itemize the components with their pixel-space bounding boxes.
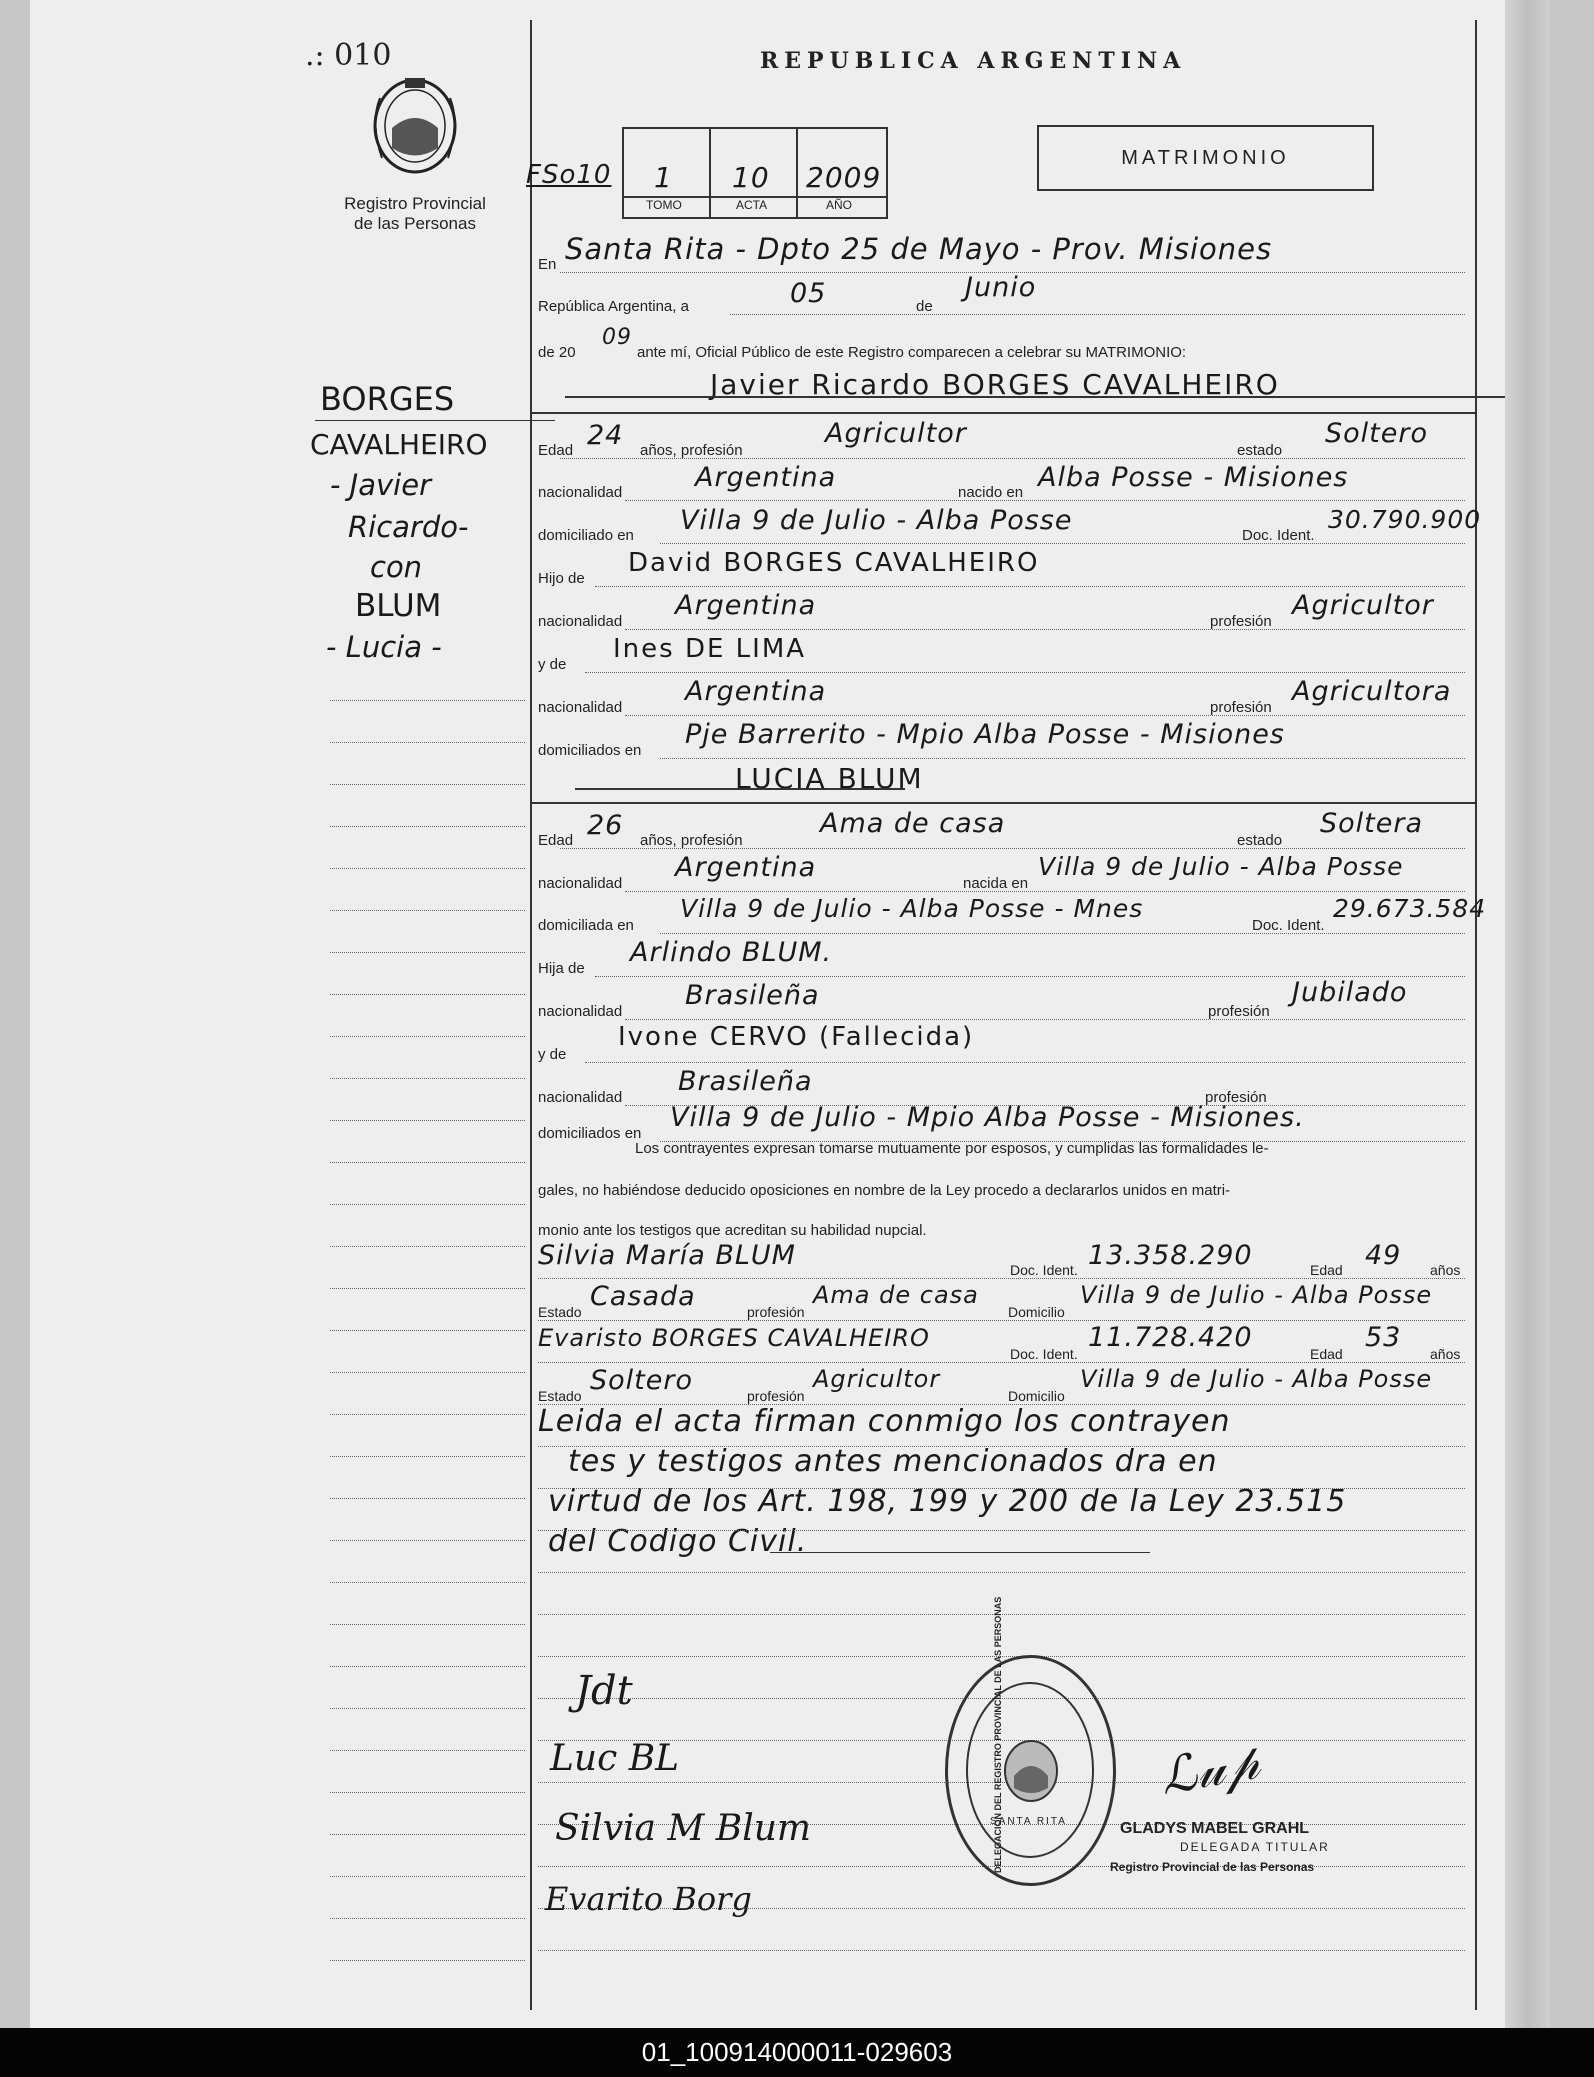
groom-domiciliados-label: domiciliados en <box>538 742 642 759</box>
witness-2-profession: Agricultor <box>813 1365 941 1393</box>
tomo-value: 1 <box>654 161 673 194</box>
stamp-center-text: SANTA RITA <box>990 1816 1067 1827</box>
witness-1-estado: Casada <box>590 1281 696 1312</box>
anio-value: 2009 <box>806 161 882 194</box>
groom-yde-label: y de <box>538 656 567 673</box>
bride-father: Arlindo BLUM. <box>630 937 833 968</box>
witness-2-domicile: Villa 9 de Julio - Alba Posse <box>1080 1365 1433 1393</box>
registry-name <box>315 194 515 234</box>
groom-mother-profesion-label: profesión <box>1210 699 1272 716</box>
declaration-line-1: Los contrayentes expresan tomarse mutuamente por esposos, y cumplidas las formalidades le- <box>635 1140 1269 1157</box>
bride-nacida-label: nacida en <box>963 875 1029 892</box>
witness-2-estado-label: Estado <box>538 1388 582 1404</box>
declaration-line-2: gales, no habiéndose deducido oposiciones en nombre de la Ley procedo a declararlos unidos en matri- <box>538 1182 1231 1199</box>
groom-anos-profesion-label: años, profesión <box>640 442 743 459</box>
stamp-emblem-icon <box>996 1736 1066 1806</box>
day-value: 05 <box>790 278 827 309</box>
margin-note-line: - Javier <box>330 468 431 502</box>
registry-stamp <box>945 1596 1116 1886</box>
bride-domiciliados-label: domiciliados en <box>538 1125 642 1142</box>
bride-edad-label: Edad <box>538 832 574 849</box>
witness-2-profesion-label: profesión <box>747 1388 805 1404</box>
bride-nationality: Argentina <box>675 852 817 883</box>
closing-line-2: tes y testigos antes mencionados dra en <box>568 1444 1218 1479</box>
groom-father: David BORGES CAVALHEIRO <box>628 548 1040 578</box>
groom-domicile: Villa 9 de Julio - Alba Posse <box>680 505 1073 536</box>
office-code: FSo10 <box>526 160 612 190</box>
closing-line-3: virtud de los Art. 198, 199 y 200 de la Ley 23.515 <box>548 1484 1347 1519</box>
page-number: .: 010 <box>305 38 392 73</box>
bride-mother-nationality: Brasileña <box>678 1066 813 1097</box>
bride-estado-label: estado <box>1237 832 1283 849</box>
signature-bride: Luc BL <box>550 1738 680 1779</box>
witness-1-profession: Ama de casa <box>813 1281 979 1309</box>
groom-nacionalidad-label: nacionalidad <box>538 484 623 501</box>
acta-value: 10 <box>732 161 770 194</box>
witness-1-edad-label: Edad <box>1310 1262 1343 1278</box>
witness-2-age: 53 <box>1365 1322 1402 1353</box>
republica-label: República Argentina, a <box>538 298 689 315</box>
witness-1-age: 49 <box>1365 1240 1402 1271</box>
officer-registry: Registro Provincial de las Personas <box>1110 1860 1315 1874</box>
registry-name-line2: de las Personas <box>354 214 476 233</box>
groom-estado-label: estado <box>1237 442 1283 459</box>
officer-title: DELEGADA TITULAR <box>1180 1840 1330 1854</box>
groom-mother: Ines DE LIMA <box>613 634 807 664</box>
bride-father-nationality: Brasileña <box>685 980 820 1011</box>
witness-2-doc: 11.728.420 <box>1088 1322 1253 1353</box>
bride-doc: 29.673.584 <box>1333 894 1487 923</box>
witness-2-doc-label: Doc. Ident. <box>1010 1346 1078 1362</box>
groom-father-profesion-label: profesión <box>1210 613 1272 630</box>
bride-mother-profesion-label: profesión <box>1205 1089 1267 1106</box>
bride-anos-profesion-label: años, profesión <box>640 832 743 849</box>
de-label: de <box>916 298 933 315</box>
groom-doc-label: Doc. Ident. <box>1242 527 1315 544</box>
bride-doc-label: Doc. Ident. <box>1252 917 1325 934</box>
bride-yde-label: y de <box>538 1046 567 1063</box>
footer-file-id: 01_100914000011-029603 <box>0 2028 1594 2077</box>
groom-mother-profession: Agricultora <box>1292 676 1452 707</box>
witness-1-profesion-label: profesión <box>747 1304 805 1320</box>
right-border-line <box>1475 20 1477 2010</box>
bride-birthplace: Villa 9 de Julio - Alba Posse <box>1038 852 1404 881</box>
officer-name: GLADYS MABEL GRAHL <box>1120 1820 1310 1837</box>
margin-note-line: BORGES <box>320 380 455 418</box>
document-type-label: MATRIMONIO <box>1121 147 1290 169</box>
witness-1-domicilio-label: Domicilio <box>1008 1304 1065 1320</box>
declaration-line-3: monio ante los testigos que acreditan su habilidad nupcial. <box>538 1222 927 1239</box>
signature-witness-2: Evarito Borg <box>545 1880 752 1918</box>
bride-hija-label: Hija de <box>538 960 585 977</box>
margin-note-line: Ricardo- <box>348 510 469 544</box>
witness-2-anos-label: años <box>1430 1346 1461 1362</box>
groom-father-nationality: Argentina <box>675 590 817 621</box>
witness-1-estado-label: Estado <box>538 1304 582 1320</box>
signature-groom: Jdt <box>575 1668 633 1714</box>
bride-profession: Ama de casa <box>820 808 1006 839</box>
bride-father-profession: Jubilado <box>1292 977 1408 1008</box>
bride-father-nacionalidad-label: nacionalidad <box>538 1003 623 1020</box>
document-page <box>30 0 1530 2028</box>
ante-text: ante mí, Oficial Público de este Registro comparecen a celebrar su MATRIMONIO: <box>637 344 1187 361</box>
groom-profession: Agricultor <box>825 418 967 449</box>
groom-edad-label: Edad <box>538 442 574 459</box>
witness-2-edad-label: Edad <box>1310 1346 1343 1362</box>
bride-parents-domicile: Villa 9 de Julio - Mpio Alba Posse - Misiones. <box>670 1102 1305 1133</box>
registry-name-line1: Registro Provincial <box>344 194 486 213</box>
margin-note-line: con <box>370 550 423 584</box>
groom-mother-nacionalidad-label: nacionalidad <box>538 699 623 716</box>
groom-birthplace: Alba Posse - Misiones <box>1038 462 1349 493</box>
witness-1-domicile: Villa 9 de Julio - Alba Posse <box>1080 1281 1433 1309</box>
bride-age: 26 <box>587 810 624 841</box>
witness-1-doc: 13.358.290 <box>1088 1240 1253 1271</box>
groom-domiciliado-label: domiciliado en <box>538 527 634 544</box>
bride-domiciliada-label: domiciliada en <box>538 917 634 934</box>
bride-domicile: Villa 9 de Julio - Alba Posse - Mnes <box>680 894 1144 923</box>
groom-age: 24 <box>587 420 624 451</box>
witness-1-anos-label: años <box>1430 1262 1461 1278</box>
witness-2-domicilio-label: Domicilio <box>1008 1388 1065 1404</box>
groom-nacido-label: nacido en <box>958 484 1024 501</box>
groom-name: Javier Ricardo BORGES CAVALHEIRO <box>710 368 1280 401</box>
margin-underline <box>315 420 555 421</box>
margin-note-line: CAVALHEIRO <box>310 428 488 461</box>
groom-doc: 30.790.900 <box>1328 505 1482 534</box>
witness-2-estado: Soltero <box>590 1365 693 1396</box>
year-prefix: de 20 <box>538 344 576 361</box>
groom-estado: Soltero <box>1325 418 1428 449</box>
witness-1-name: Silvia María BLUM <box>538 1240 796 1271</box>
groom-nationality: Argentina <box>695 462 837 493</box>
margin-note-line: - Lucia - <box>326 630 442 664</box>
groom-hijo-label: Hijo de <box>538 570 585 587</box>
closing-line-1: Leida el acta firman conmigo los contrayen <box>538 1404 1231 1439</box>
page-gutter <box>1505 0 1550 2028</box>
tomo-label: TOMO <box>646 198 682 212</box>
bride-estado: Soltera <box>1320 808 1424 839</box>
margin-divider-line <box>530 20 532 2010</box>
country-title: REPUBLICA ARGENTINA <box>760 48 1187 74</box>
place-value: Santa Rita - Dpto 25 de Mayo - Prov. Misiones <box>565 232 1273 266</box>
officer-signature-icon: ℒ𝓊𝓅 <box>1155 1731 1265 1807</box>
bride-mother-nacionalidad-label: nacionalidad <box>538 1089 623 1106</box>
bride-nacionalidad-label: nacionalidad <box>538 875 623 892</box>
groom-father-nacionalidad-label: nacionalidad <box>538 613 623 630</box>
stamp-ring-text: DELEGACION DEL REGISTRO PROVINCIAL DE LAS PERSONAS <box>993 1596 1003 1873</box>
margin-note-line: BLUM <box>355 588 442 624</box>
witness-2-name: Evaristo BORGES CAVALHEIRO <box>538 1324 930 1352</box>
anio-label: AÑO <box>826 198 853 212</box>
bride-name: LUCIA BLUM <box>735 762 924 795</box>
acta-label: ACTA <box>736 198 768 212</box>
bride-mother: Ivone CERVO (Fallecida) <box>618 1022 975 1052</box>
registry-reference-box <box>622 127 888 219</box>
signature-witness-1: Silvia M Blum <box>555 1808 812 1849</box>
document-type-box <box>1037 125 1374 191</box>
bride-father-profesion-label: profesión <box>1208 1003 1270 1020</box>
groom-parents-domicile: Pje Barrerito - Mpio Alba Posse - Misiones <box>685 719 1285 750</box>
groom-mother-nationality: Argentina <box>685 676 827 707</box>
month-value: Junio <box>965 272 1037 303</box>
closing-line-4: del Codigo Civil. <box>548 1524 808 1559</box>
en-label: En <box>538 256 557 273</box>
year-suffix: 09 <box>602 325 632 350</box>
provincial-seal-icon <box>360 68 470 178</box>
groom-father-profession: Agricultor <box>1292 590 1434 621</box>
witness-1-doc-label: Doc. Ident. <box>1010 1262 1078 1278</box>
